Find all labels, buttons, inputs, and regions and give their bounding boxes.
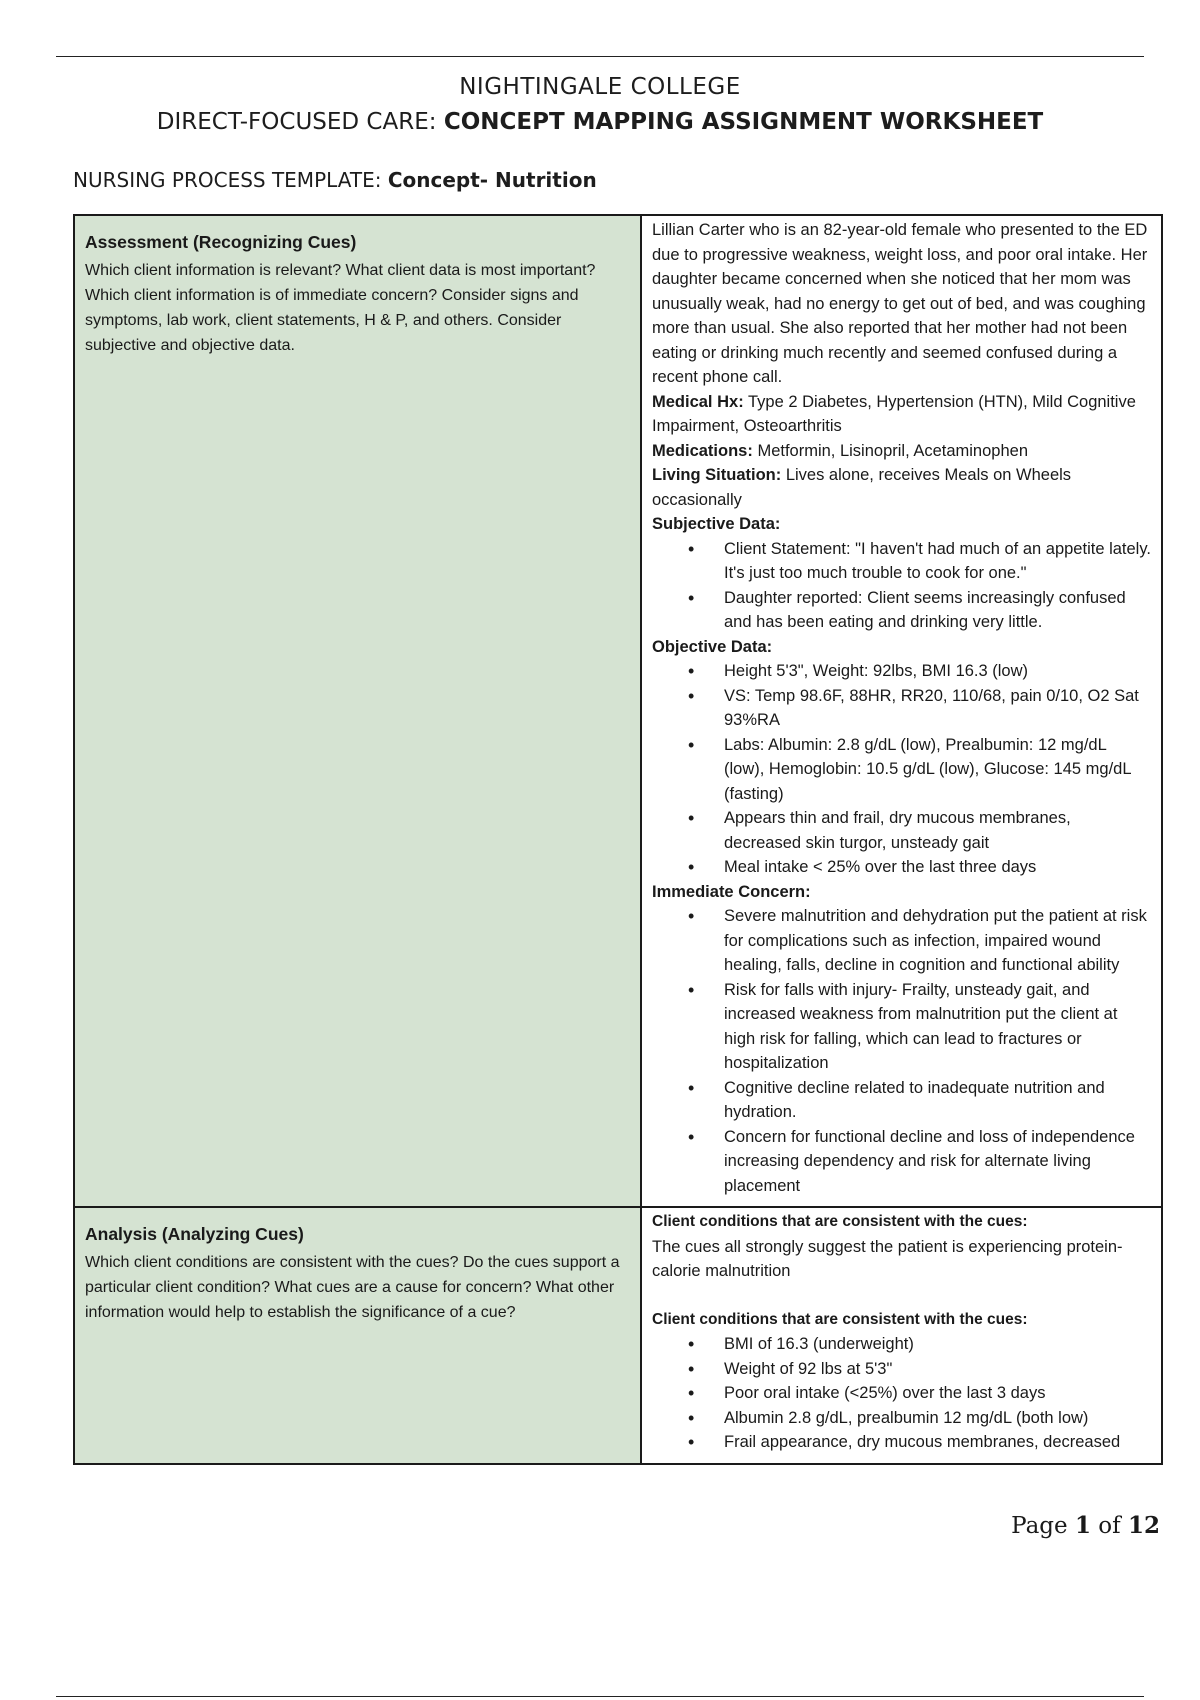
medications-value: Metformin, Lisinopril, Acetaminophen: [752, 441, 1028, 460]
list-item: • Risk for falls with injury- Frailty, unsteady gait, and increased weakness from malnutrition put the client at high risk for falling, which can lead to fractures or hospitalization: [652, 978, 1151, 1076]
medications: [652, 439, 1151, 464]
subjective-heading: Subjective Data:: [652, 515, 781, 533]
course-title: CONCEPT MAPPING ASSIGNMENT WORKSHEET: [443, 109, 1044, 135]
list-item: • VS: Temp 98.6F, 88HR, RR20, 110/68, pain 0/10, O2 Sat 93%RA: [652, 684, 1151, 733]
living-situation-value: Lives alone, receives Meals on Wheels occasionally: [652, 466, 1072, 509]
assessment-label-cell: [74, 215, 641, 1207]
analysis-content-cell: [641, 1207, 1162, 1464]
template-prefix: NURSING PROCESS TEMPLATE:: [73, 168, 382, 192]
medications-label: Medications:: [652, 441, 753, 460]
conditions-heading-2: Client conditions that are consistent with the cues:: [652, 1310, 1028, 1328]
list-item: • Weight of 92 lbs at 5'3": [652, 1357, 1151, 1382]
list-item: • Albumin 2.8 g/dL, prealbumin 12 mg/dL (both low): [652, 1406, 1151, 1431]
top-rule: [56, 56, 1144, 57]
assessment-heading: Assessment (Recognizing Cues): [85, 232, 357, 252]
list-item: • Height 5'3", Weight: 92lbs, BMI 16.3 (low): [652, 659, 1151, 684]
assessment-prompt: Which client information is relevant? What client data is most important? Which client information is of immediate concern? Consider signs and symptoms, lab work, client statements, H & P, and others. Consider subjective and objective data.: [85, 262, 596, 354]
analysis-row: [74, 1207, 1162, 1464]
concern-list: [652, 904, 1151, 1198]
page-word: Page: [1011, 1513, 1068, 1539]
template-concept: Concept- Nutrition: [387, 168, 597, 192]
list-item: • Appears thin and frail, dry mucous membranes, decreased skin turgor, unsteady gait: [652, 806, 1151, 855]
assessment-row: [74, 215, 1162, 1207]
list-item: • Labs: Albumin: 2.8 g/dL (low), Prealbumin: 12 mg/dL (low), Hemoglobin: 10.5 g/dL (low), Glucose: 145 mg/dL (fasting): [652, 733, 1151, 807]
medical-history-value: Type 2 Diabetes, Hypertension (HTN), Mild Cognitive Impairment, Osteoarthritis: [652, 392, 1136, 435]
list-item: • Client Statement: "I haven't had much of an appetite lately. It's just too much trouble to cook for one.": [652, 537, 1151, 586]
nursing-process-table: [73, 214, 1163, 1465]
conditions-text: The cues all strongly suggest the patient is experiencing protein-calorie malnutrition: [652, 1237, 1123, 1280]
list-item: • BMI of 16.3 (underweight): [652, 1332, 1151, 1357]
page-current: 1: [1074, 1512, 1091, 1539]
page-total: 12: [1127, 1512, 1160, 1539]
analysis-prompt: Which client conditions are consistent with the cues? Do the cues support a particular client condition? What cues are a cause for concern? What other information would help to establish the significance of a cue?: [85, 1254, 620, 1321]
list-item: • Meal intake < 25% over the last three days: [652, 855, 1151, 880]
assessment-content-cell: [641, 215, 1162, 1207]
analysis-label-cell: [74, 1207, 641, 1464]
medical-history: [652, 390, 1151, 439]
course-prefix: DIRECT-FOCUSED CARE:: [156, 109, 437, 135]
list-item: • Concern for functional decline and loss of independence increasing dependency and risk for alternate living placement: [652, 1125, 1151, 1199]
medical-history-label: Medical Hx:: [652, 392, 744, 411]
spacer: [652, 1284, 1151, 1308]
conditions-heading: Client conditions that are consistent with the cues:: [652, 1213, 1028, 1230]
list-item: • Daughter reported: Client seems increasingly confused and has been eating and drinking very little.: [652, 586, 1151, 635]
subjective-list: [652, 537, 1151, 635]
worksheet-title: [56, 104, 1144, 140]
list-item: • Severe malnutrition and dehydration put the patient at risk for complications such as infection, impaired wound healing, falls, decline in cognition and functional ability: [652, 904, 1151, 978]
list-item: • Poor oral intake (<25%) over the last 3 days: [652, 1381, 1151, 1406]
case-intro: Lillian Carter who is an 82-year-old female who presented to the ED due to progressive weakness, weight loss, and poor oral intake. Her daughter became concerned when she noticed that her mom was unusually weak, had no energy to get out of bed, and was coughing more than usual. She also reported that her mother had not been eating or drinking much recently and seemed confused during a recent phone call.: [652, 221, 1148, 386]
college-name: NIGHTINGALE COLLEGE: [459, 74, 741, 100]
objective-list: [652, 659, 1151, 880]
of-word: of: [1098, 1513, 1121, 1539]
concern-heading: Immediate Concern:: [652, 882, 811, 901]
list-item: • Frail appearance, dry mucous membranes, decreased: [652, 1430, 1151, 1455]
living-situation: [652, 463, 1151, 512]
living-situation-label: Living Situation:: [652, 466, 782, 484]
bottom-rule: [56, 1696, 1144, 1697]
list-item: • Cognitive decline related to inadequate nutrition and hydration.: [652, 1076, 1151, 1125]
cue-list: [652, 1332, 1151, 1455]
page-number: [1011, 1512, 1160, 1539]
analysis-heading: Analysis (Analyzing Cues): [85, 1224, 304, 1244]
objective-heading: Objective Data:: [652, 637, 773, 656]
template-line: [73, 168, 597, 192]
document-header: [56, 70, 1144, 140]
